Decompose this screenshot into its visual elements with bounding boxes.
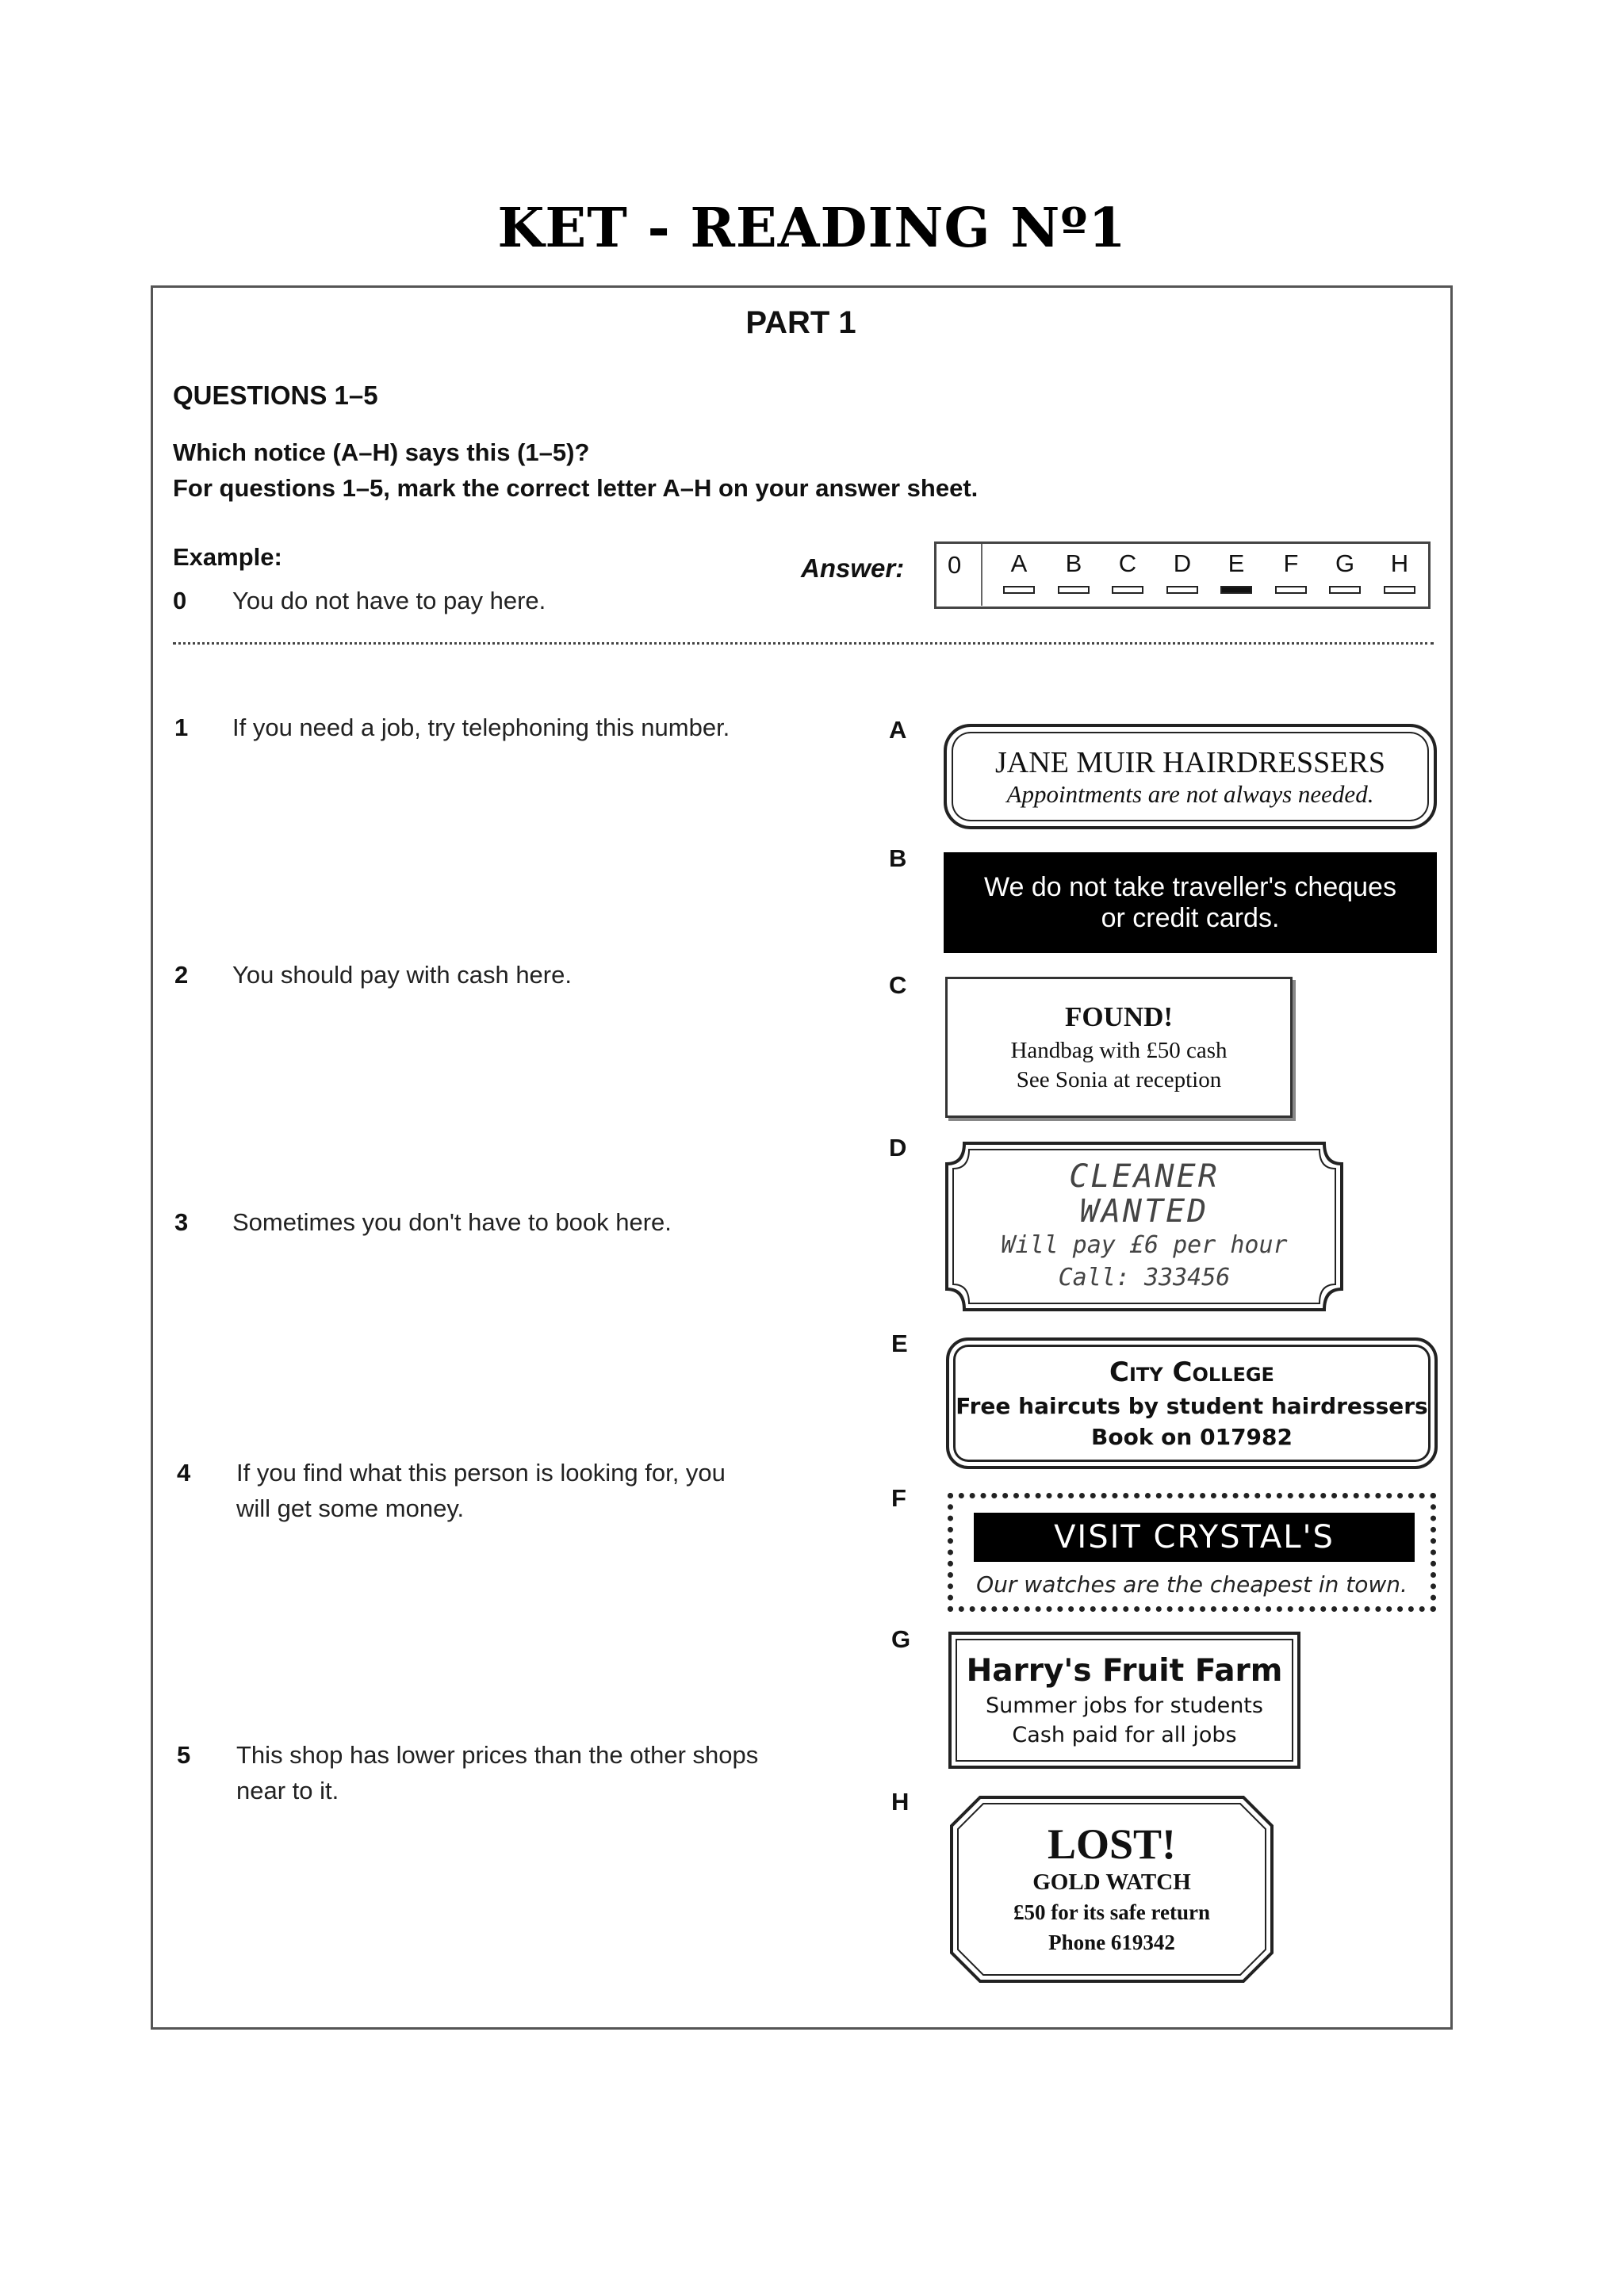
- answer-number: 0: [948, 551, 962, 579]
- notice-h-text: £50 for its safe return: [1013, 1900, 1210, 1924]
- question-text: This shop has lower prices than the other shops: [236, 1741, 759, 1769]
- notice-d-title: WANTED: [1079, 1193, 1209, 1230]
- question-number: 5: [177, 1741, 191, 1769]
- answer-option-slot[interactable]: [1003, 586, 1035, 594]
- notice-e-text: Book on 017982: [1091, 1424, 1293, 1450]
- notice-a-text: Appointments are not always needed.: [1006, 779, 1374, 808]
- answer-label: Answer:: [801, 553, 905, 583]
- notice-f-text: Our watches are the cheapest in town.: [976, 1571, 1408, 1598]
- question-number: 3: [174, 1208, 189, 1236]
- notice-h-title: LOST!: [1047, 1820, 1177, 1868]
- question-number: 2: [174, 961, 189, 989]
- answer-option-slot[interactable]: [1384, 586, 1415, 594]
- notice-d-title: CLEANER: [1069, 1158, 1220, 1195]
- answer-option-letter: D: [1173, 549, 1192, 577]
- instruction-line-1: Which notice (A–H) says this (1–5)?: [173, 438, 590, 466]
- notice-c: [945, 977, 1293, 1118]
- answer-option-slot[interactable]: [1058, 586, 1090, 594]
- notice-letter: D: [889, 1134, 907, 1161]
- notice-g: [948, 1632, 1300, 1769]
- question-text: will get some money.: [236, 1494, 465, 1522]
- answer-option-letter: B: [1065, 549, 1082, 577]
- notice-d-text: Will pay £6 per hour: [1001, 1231, 1288, 1259]
- question-number: 4: [177, 1459, 191, 1487]
- notice-letter: E: [891, 1330, 908, 1357]
- notice-letter: G: [891, 1625, 911, 1653]
- notice-e-text: Free haircuts by student hairdressers: [956, 1393, 1428, 1419]
- notice-c-text: See Sonia at reception: [1016, 1067, 1222, 1093]
- dotted-divider: [173, 642, 1434, 645]
- question-text: Sometimes you don't have to book here.: [232, 1208, 672, 1236]
- document-title: KET - READING Nº1: [497, 197, 1127, 260]
- question-number: 1: [174, 714, 189, 741]
- notice-g-title: Harry's Fruit Farm: [966, 1653, 1283, 1689]
- notice-letter: C: [889, 971, 907, 999]
- answer-option-slot[interactable]: [1112, 586, 1143, 594]
- notice-a-title: JANE MUIR HAIRDRESSERS: [995, 745, 1385, 779]
- notice-f-title: VISIT CRYSTAL'S: [974, 1513, 1415, 1562]
- notice-h-text: Phone 619342: [1048, 1931, 1175, 1954]
- notice-b-line: or credit cards.: [1101, 902, 1280, 933]
- instruction-line-2: For questions 1–5, mark the correct letter A–H on your answer sheet.: [173, 474, 979, 502]
- notice-letter: H: [891, 1788, 910, 1816]
- answer-separator: [981, 544, 982, 606]
- answer-option-letter: F: [1283, 549, 1299, 577]
- answer-option-letter: A: [1010, 549, 1028, 577]
- questions-heading: QUESTIONS 1–5: [173, 381, 378, 410]
- example-heading: Example:: [173, 543, 282, 571]
- answer-option-slot[interactable]: [1220, 586, 1252, 594]
- answer-option-slot[interactable]: [1275, 586, 1307, 594]
- question-text: If you need a job, try telephoning this number.: [232, 714, 730, 741]
- answer-option-letter: H: [1390, 549, 1409, 577]
- notice-h: [948, 1794, 1275, 1984]
- answer-option-letter: E: [1228, 549, 1245, 577]
- notice-b: [944, 852, 1437, 953]
- part-heading: PART 1: [745, 305, 856, 340]
- notice-d-text: Call: 333456: [1058, 1264, 1231, 1292]
- notice-c-title: FOUND!: [1064, 1001, 1174, 1032]
- notice-h-text: GOLD WATCH: [1032, 1869, 1191, 1895]
- notice-a: [944, 724, 1437, 829]
- notice-letter: A: [889, 716, 907, 744]
- notice-c-text: Handbag with £50 cash: [1010, 1038, 1228, 1063]
- example-text: You do not have to pay here.: [232, 587, 546, 614]
- notice-g-text: Cash paid for all jobs: [1012, 1723, 1237, 1747]
- notice-e: [946, 1337, 1438, 1469]
- notice-letter: F: [891, 1484, 906, 1512]
- notice-d: [944, 1140, 1345, 1313]
- question-text: You should pay with cash here.: [232, 961, 572, 989]
- question-text: If you find what this person is looking for, you: [236, 1459, 726, 1487]
- notice-g-text: Summer jobs for students: [986, 1693, 1263, 1718]
- notice-e-title: City College: [1109, 1357, 1274, 1388]
- answer-option-slot[interactable]: [1329, 586, 1361, 594]
- example-number: 0: [173, 587, 187, 614]
- answer-option-letter: C: [1118, 549, 1137, 577]
- answer-option-slot[interactable]: [1166, 586, 1198, 594]
- notice-f: [948, 1493, 1436, 1612]
- notice-letter: B: [889, 844, 907, 872]
- answer-option-letter: G: [1335, 549, 1355, 577]
- question-text: near to it.: [236, 1777, 339, 1804]
- notice-b-line: We do not take traveller's cheques: [984, 871, 1396, 902]
